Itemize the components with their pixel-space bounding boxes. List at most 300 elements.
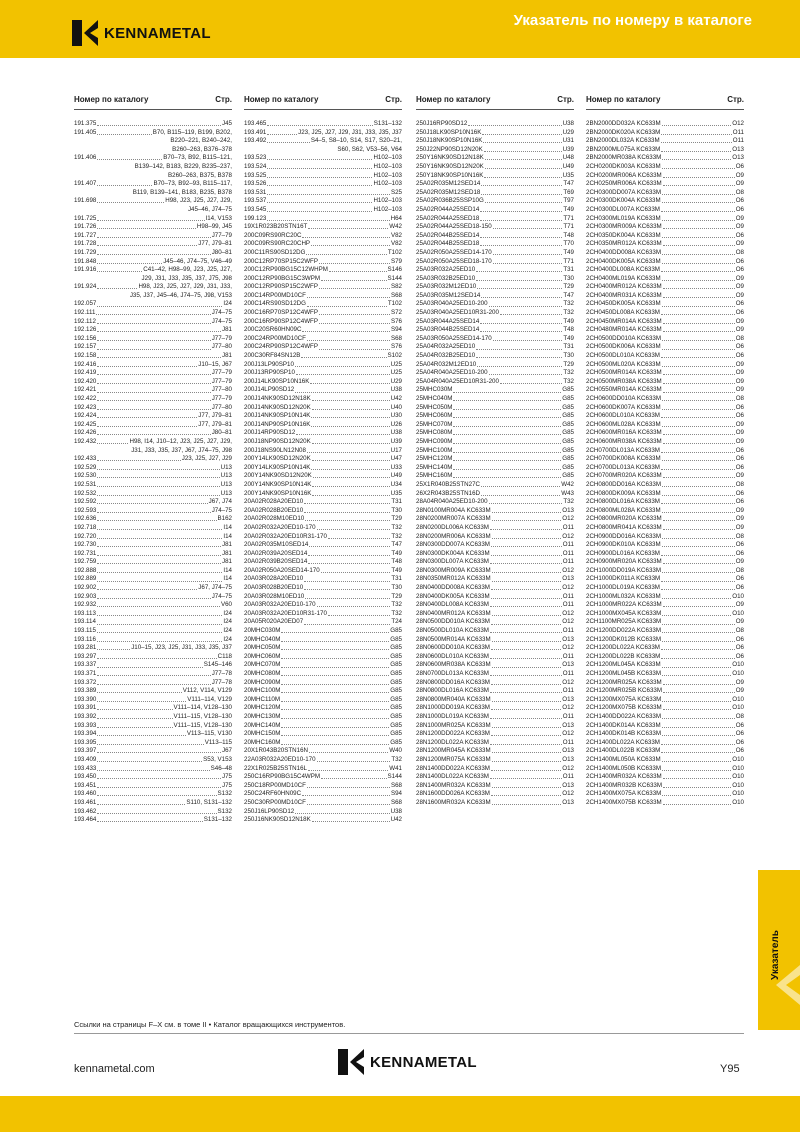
index-entry [586,464,744,473]
index-entry [416,326,574,335]
dot-leader [97,283,137,289]
dot-leader [97,472,219,478]
index-entry [74,498,232,507]
dot-leader [302,326,390,332]
dot-leader [453,412,561,418]
index-entry [586,232,744,241]
catalog-number: 25A03R040A25ED10R31-200 [416,309,499,317]
index-entry [244,223,402,232]
dot-leader [662,395,735,401]
dot-leader [662,249,735,255]
dot-leader [295,808,389,814]
page-reference: V82 [390,231,402,239]
dot-leader [490,558,562,564]
column-header-name: Номер по каталогу [416,95,491,104]
index-entry [244,378,402,387]
dot-leader [663,438,735,444]
page-reference: O9 [735,291,744,299]
index-entry [74,232,232,241]
index-entry [244,498,402,507]
catalog-number: 193.113 [74,609,96,617]
catalog-number: 2CH0480MR014A KC633M [586,326,662,334]
index-entry [74,713,232,722]
catalog-number: 28N0400DK005A KC633M [416,592,490,600]
page-reference: O11 [732,137,744,145]
index-entry [244,180,402,189]
dot-leader [661,747,734,753]
dot-leader [492,722,562,728]
catalog-number: 200C24RP00MD10CF [244,334,306,342]
dot-leader [661,266,735,272]
dot-leader [661,309,735,315]
catalog-number: 25A04R032A25ED10 [416,343,476,351]
index-entry [416,438,574,447]
catalog-number: 25A02R050A25SED18-170 [416,257,492,265]
index-entry [244,163,402,172]
dot-leader [662,541,735,547]
catalog-number: 200C09RS90RC20C [244,231,302,239]
page-reference: O9 [735,618,744,626]
dot-leader [492,661,562,667]
page-reference: J45–46, J74–75, V46–49 [163,257,232,265]
dot-leader [491,679,561,685]
dot-leader [281,713,389,719]
index-entry [244,713,402,722]
page-reference: O9 [735,523,744,531]
page-reference: G85 [562,395,574,402]
dot-leader [312,490,389,496]
dot-leader [312,395,390,401]
page-reference: B70–73, B92–93, B115–117, [153,180,232,188]
page-reference: O12 [732,120,744,127]
dot-leader [492,515,562,521]
page-reference: O9 [735,515,744,523]
page-reference: O12 [562,532,574,540]
index-entry [244,283,402,292]
index-entry [244,412,402,421]
page-reference: O12 [562,730,574,738]
catalog-number: 192.156 [74,334,97,342]
page-reference: H102–103 [373,197,402,205]
catalog-number: 192.593 [74,506,97,514]
index-entry [416,386,574,395]
catalog-number: 200C16RP90SP12C4WFP [244,317,318,325]
page-reference: B70–73, B92, B115–121, [163,154,232,162]
page-reference: S72 [390,309,402,317]
dot-leader [453,472,561,478]
catalog-number: 28N1400DD022A KC633M [416,764,490,772]
dot-leader [661,352,735,358]
index-entry [74,765,232,774]
page-reference: J77, J79–81 [198,412,232,420]
index-entry [74,421,232,430]
index-entry [586,627,744,636]
index-entry [244,172,402,181]
dot-leader [476,266,562,272]
dot-leader [308,765,388,771]
dot-leader [661,146,731,152]
catalog-number: 2CH0500MR014A KC633M [586,369,662,377]
dot-leader [97,782,221,788]
page-reference: U33 [390,463,402,471]
page-reference: O6 [735,455,744,463]
index-entry [416,232,574,241]
dot-leader [662,490,735,496]
catalog-number: 200C12RP90BG15C3WPM [244,274,321,282]
page-reference: H98, I14, J10–12, J23, J25, J27, J29, [129,437,232,445]
dot-leader [97,610,222,616]
index-entry [416,429,574,438]
index-entry [586,163,744,172]
catalog-number: 193.389 [74,687,97,695]
catalog-number: 28N0500DL010A KC633M [416,627,489,635]
index-entry [416,601,574,610]
page-reference: U38 [390,807,402,815]
catalog-number: 192.759 [74,558,97,566]
page-reference: O9 [735,369,744,377]
page-reference: H102–103 [373,180,402,188]
page-reference: O9 [735,317,744,325]
catalog-number: 193.433 [74,764,97,772]
catalog-number: 28N0350MR012A KC633M [416,575,491,583]
index-entry [416,343,574,352]
dot-leader [281,730,389,736]
dot-leader [491,550,562,556]
index-entry [244,584,402,593]
catalog-number: 2CH0450DL008A KC633M [586,309,660,317]
dot-leader [663,172,735,178]
dot-leader [97,232,210,238]
catalog-number: 25A03R044A25SED14 [416,317,480,325]
index-entry [416,378,574,387]
dot-leader [481,180,562,186]
index-entry [416,756,574,765]
page-reference: O13 [562,635,574,643]
index-entry [244,386,402,395]
catalog-number: 28N0600DD010A KC633M [416,644,490,652]
index-entry [586,696,744,705]
page-reference: O10 [732,609,744,617]
catalog-number: 192.532 [74,489,97,497]
catalog-number: 191.698 [74,197,97,205]
page-reference: G85 [390,678,402,686]
page-reference: O9 [735,171,744,179]
catalog-number: 20A03R028A20ED10 [244,575,304,583]
dot-leader [97,507,210,513]
page-reference: S60, S62, V53–56, V64 [337,145,402,153]
catalog-number: 192.720 [74,532,97,540]
dot-leader [662,713,735,719]
index-entry [244,232,402,241]
dot-leader [661,550,735,556]
dot-leader [321,567,391,573]
catalog-number: 25A04R040A25ED10-200 [416,369,488,377]
dot-leader [490,653,562,659]
index-entry [244,618,402,627]
index-entry [244,258,402,267]
dot-leader [306,249,386,255]
page-reference: T29 [391,592,402,600]
catalog-number: 20A05R020A20ED07 [244,618,304,626]
catalog-number: 200J13LP90SP10 [244,360,294,368]
page-reference: O11 [562,773,574,781]
catalog-number: 2CH1200ML045A KC633M [586,661,661,669]
page-reference: J77–79 [211,377,232,385]
catalog-number: 2CH1200MX075B KC633M [586,704,662,712]
website-link[interactable]: kennametal.com [74,1063,155,1075]
page-reference: B260–263, B376–378 [172,145,232,153]
page-reference: G85 [562,412,574,420]
catalog-number: 2CH0400ML019A KC633M [586,274,661,282]
dot-leader [307,782,390,788]
index-entry [74,352,232,361]
index-rows [586,120,744,808]
page-reference: O9 [735,180,744,188]
index-entry [416,240,574,249]
page-reference: G85 [390,695,402,703]
page-reference: O6 [735,403,744,411]
dot-leader [485,154,562,160]
index-column [586,95,744,1007]
index-entry [244,722,402,731]
dot-leader [97,739,203,745]
dot-leader [661,584,735,590]
dot-leader [97,154,162,160]
catalog-number: 2CH1400MX075A KC633M [586,790,662,798]
catalog-number: 2CH0200DK003A KC633M [586,162,661,170]
catalog-number: 20MHC090M [244,678,281,686]
index-entry [416,154,574,163]
dot-leader [485,163,562,169]
index-entry [74,799,232,808]
dot-leader [491,730,561,736]
dot-leader [281,687,389,693]
catalog-number: 200C09RS90RC20CHP [244,240,311,248]
catalog-number: 193.281 [74,644,97,652]
page-reference: T29 [563,360,574,368]
dot-leader [97,627,222,633]
dot-leader [329,266,387,272]
index-entry [244,816,402,825]
page-reference: T32 [563,377,574,385]
index-entry [586,722,744,731]
catalog-number: 193.297 [74,652,97,660]
dot-leader [662,361,735,367]
dot-leader [661,575,735,581]
page-reference: S131–132 [373,120,402,127]
dot-leader [97,223,196,229]
dot-leader [97,129,151,135]
page-reference: O6 [735,584,744,592]
dot-leader [663,180,735,186]
page-reference: O12 [562,618,574,626]
index-entry [74,730,232,739]
footer-divider [74,1033,744,1034]
dot-leader [663,687,735,693]
index-entry [244,610,402,619]
column-header-page: Стр. [557,95,574,104]
catalog-number: 193.451 [74,781,97,789]
dot-leader [662,197,735,203]
dot-leader [304,575,390,581]
page-reference: S76 [390,343,402,351]
index-entry [244,679,402,688]
index-entry [244,455,402,464]
index-column [74,95,232,1007]
index-entry [416,352,574,361]
catalog-number: 20A02R039B20SED14 [244,558,308,566]
index-entry [74,283,232,292]
catalog-number: 28N1600DD026A KC633M [416,790,490,798]
dot-leader [662,730,735,736]
brand-name: KENNAMETAL [370,1053,477,1071]
page-reference: U26 [390,420,402,428]
index-entry [416,575,574,584]
catalog-number: 2CH1400DK014B KC633M [586,730,661,738]
catalog-number: 25A02R044B25SED18 [416,240,480,248]
catalog-number: 2CH0900DL016A KC633M [586,549,660,557]
page-reference: S144 [387,274,402,282]
index-entry [586,412,744,421]
dot-leader [662,258,735,264]
index-entry [416,189,574,198]
index-entry [244,490,402,499]
page-reference: T69 [563,188,574,196]
catalog-number: 28N0300DD007A KC633M [416,541,490,549]
dot-leader [493,223,563,229]
catalog-number: 192.420 [74,377,97,385]
index-entry [244,799,402,808]
page-reference: O8 [735,395,744,402]
index-entry [586,799,744,808]
catalog-number: 28N1000MR025A KC633M [416,721,491,729]
index-entry [416,696,574,705]
catalog-number: 200J18NP90SD12N20K [244,437,311,445]
page-reference: U30 [390,412,402,420]
catalog-number: 200Y14LK90SD12N20K [244,455,311,463]
page-reference: J77–78 [211,678,232,686]
dot-leader [97,197,164,203]
index-entry [586,515,744,524]
index-entry [416,180,574,189]
page-reference: V82 [390,240,402,248]
dot-leader [453,438,561,444]
page-reference: O10 [732,798,744,806]
dot-leader [321,773,387,779]
page-reference: J77–79 [211,369,232,377]
dot-leader [662,696,731,702]
catalog-number: 2CH1000ML032A KC633M [586,592,661,600]
catalog-number: 250J16NK90SD12N18K [244,816,311,824]
dot-leader [313,472,390,478]
page-reference: G85 [390,652,402,660]
dot-leader [476,343,562,349]
index-entry [74,507,232,516]
index-entry [74,240,232,249]
catalog-number: 22X1R025B25STN16L [244,764,307,772]
dot-leader [312,481,389,487]
index-entry [244,481,402,490]
page-reference: G85 [390,712,402,720]
page-reference: T49 [391,549,402,557]
index-entry [244,361,402,370]
page-reference: V111–114, V128–130 [173,704,232,712]
dot-leader [453,455,561,461]
catalog-number: 250J22NP90SD12N20K [416,145,483,153]
catalog-number: 2CH1400DD022A KC633M [586,712,661,720]
dot-leader [491,704,561,710]
page-reference: O6 [735,575,744,583]
dot-leader [304,498,390,504]
page-reference: B162 [217,515,232,523]
index-entry [586,533,744,542]
dot-leader [310,378,389,384]
page-reference: U13 [220,463,232,471]
page-reference: H98, J23, J25, J27, J29, [165,197,232,205]
dot-leader [663,773,732,779]
index-entry [586,318,744,327]
page-reference: O9 [735,274,744,282]
dot-leader [311,412,389,418]
page-reference: J77–80 [211,343,232,351]
dot-leader [453,464,561,470]
catalog-number: 2CH0500MR038A KC633M [586,377,662,385]
catalog-number: 192.730 [74,541,97,549]
page-reference: G85 [562,420,574,428]
catalog-number: 2CH1400DL022A KC633M [586,738,660,746]
page-reference: O6 [735,352,744,360]
index-entry [416,618,574,627]
index-entry [586,747,744,756]
page-reference: O13 [562,721,574,729]
index-entry [244,326,402,335]
index-entry [74,223,232,232]
column-header-page: Стр. [385,95,402,104]
catalog-number: 2CH0300DL007A KC633M [586,205,660,213]
index-entry [74,541,232,550]
index-entry [586,687,744,696]
catalog-number: 2CH0900MR020A KC633M [586,558,662,566]
catalog-number: 25MHC140M [416,463,453,471]
page-reference: U42 [390,395,402,402]
index-entry [586,283,744,292]
index-entry [586,369,744,378]
page-reference: O8 [735,248,744,256]
dot-leader [97,481,219,487]
catalog-number: 193.525 [244,171,267,179]
catalog-number: 2BN2000ML075A KC633M [586,145,661,153]
dot-leader [97,773,221,779]
catalog-number: 193.450 [74,773,97,781]
dot-leader [97,593,210,599]
index-entry [74,429,232,438]
index-entry [586,421,744,430]
catalog-number: 25MHC040M [416,395,453,402]
dot-leader [97,696,186,702]
dot-leader [312,816,390,822]
page-reference: I14 [223,523,232,531]
page-reference: O13 [562,781,574,789]
page-reference: O6 [735,747,744,755]
page-reference: O13 [562,798,574,806]
index-entry [74,575,232,584]
page-reference: O9 [735,420,744,428]
page-reference: G85 [562,463,574,471]
catalog-number: 192.112 [74,317,96,325]
dot-leader [97,584,197,590]
page-reference: B119, B139–141, B183, B235, B378 [132,188,232,196]
index-entry [586,498,744,507]
